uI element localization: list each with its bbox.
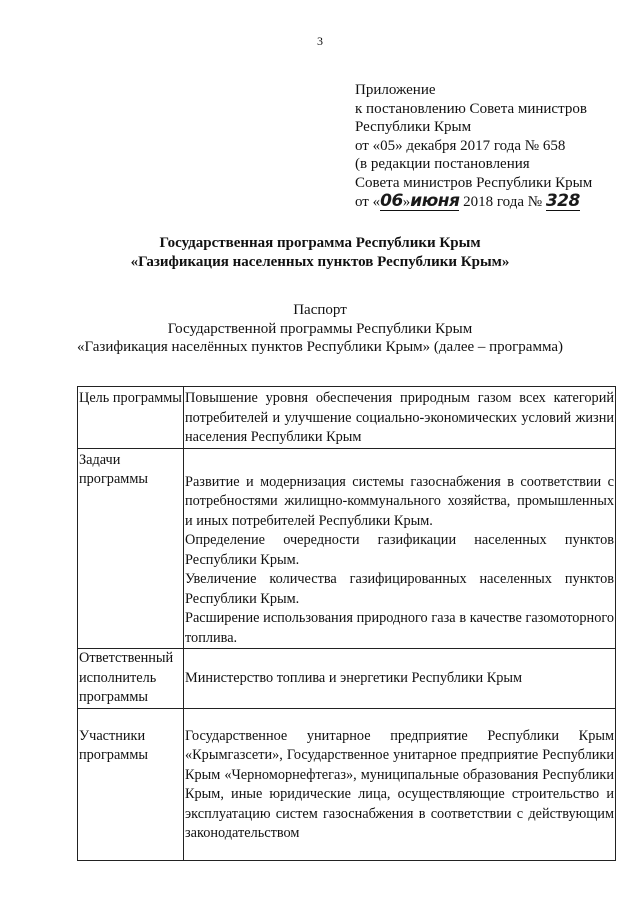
row-paragraph: Увеличение количества газифицированных населенных пунктов Республики Крым. xyxy=(185,571,614,607)
passport-heading xyxy=(0,301,640,357)
appendix-line: Приложение xyxy=(355,82,436,98)
title-line: Государственная программа Республики Крым xyxy=(159,235,481,251)
row-paragraph: Определение очередности газификации населенных пунктов Республики Крым. xyxy=(185,532,614,568)
document-title xyxy=(0,234,640,272)
row-paragraph: Министерство топлива и энергетики Республики Крым xyxy=(185,669,523,686)
date-quote: » xyxy=(402,193,411,210)
appendix-line: Республики Крым xyxy=(355,119,472,136)
row-paragraph: Расширение использования природного газа в качестве газомоторного топлива. xyxy=(185,610,614,646)
date-prefix: от « xyxy=(355,193,381,210)
handwritten-day: 06 xyxy=(380,190,403,211)
handwritten-month: июня xyxy=(410,190,460,211)
title-line: «Газификация населенных пунктов Республики Крым» xyxy=(130,254,510,270)
table-row xyxy=(78,448,616,649)
date-year: 2018 года № xyxy=(463,193,543,210)
page-number: 3 xyxy=(317,34,323,48)
row-label: Участники программы xyxy=(78,708,184,860)
row-paragraph: Государственное унитарное предприятие Республики Крым «Крымгазсети», Государственное унитарное предприятие Республики Крым «Черноморнефтегаз», муниципальные образования Республики Крым, иные юридические лица, осуществляющие строительство и эксплуатацию систем газоснабжения в соответствии с действующим законодательством xyxy=(185,727,614,841)
row-value xyxy=(184,387,616,449)
row-value xyxy=(184,708,616,860)
handwritten-date xyxy=(380,190,460,211)
appendix-line: к постановлению Совета министров xyxy=(355,100,587,117)
table-row xyxy=(78,708,616,860)
passport-line: «Газификация населённых пунктов Республики Крым» (далее – программа) xyxy=(76,339,564,355)
table-row xyxy=(78,649,616,709)
appendix-line: Совета министров Республики Крым xyxy=(355,174,593,191)
row-label: Ответственный исполнитель программы xyxy=(78,649,184,709)
table-row xyxy=(78,387,616,449)
handwritten-number-wrap xyxy=(545,190,580,211)
handwritten-number: 328 xyxy=(545,190,580,211)
row-value xyxy=(184,649,616,709)
appendix-line: от «05» декабря 2017 года № 658 xyxy=(355,137,566,154)
passport-table xyxy=(77,386,616,861)
appendix-block xyxy=(355,81,592,211)
passport-line: Паспорт xyxy=(293,302,347,318)
row-paragraph: Повышение уровня обеспечения природным газом всех категорий потребителей и улучшение социально-экономических условий жизни населения Республики Крым xyxy=(185,390,614,445)
appendix-line: (в редакции постановления xyxy=(355,156,530,173)
row-label: Цель программы xyxy=(78,387,184,449)
row-label: Задачи программы xyxy=(78,448,184,649)
row-value xyxy=(184,448,616,649)
row-paragraph: Развитие и модернизация системы газоснабжения в соответствии с потребностями жилищно-коммунального хозяйства, промышленных и иных потребителей Республики Крым. xyxy=(185,473,614,529)
appendix-date-line xyxy=(355,190,592,212)
passport-line: Государственной программы Республики Крым xyxy=(167,320,473,337)
